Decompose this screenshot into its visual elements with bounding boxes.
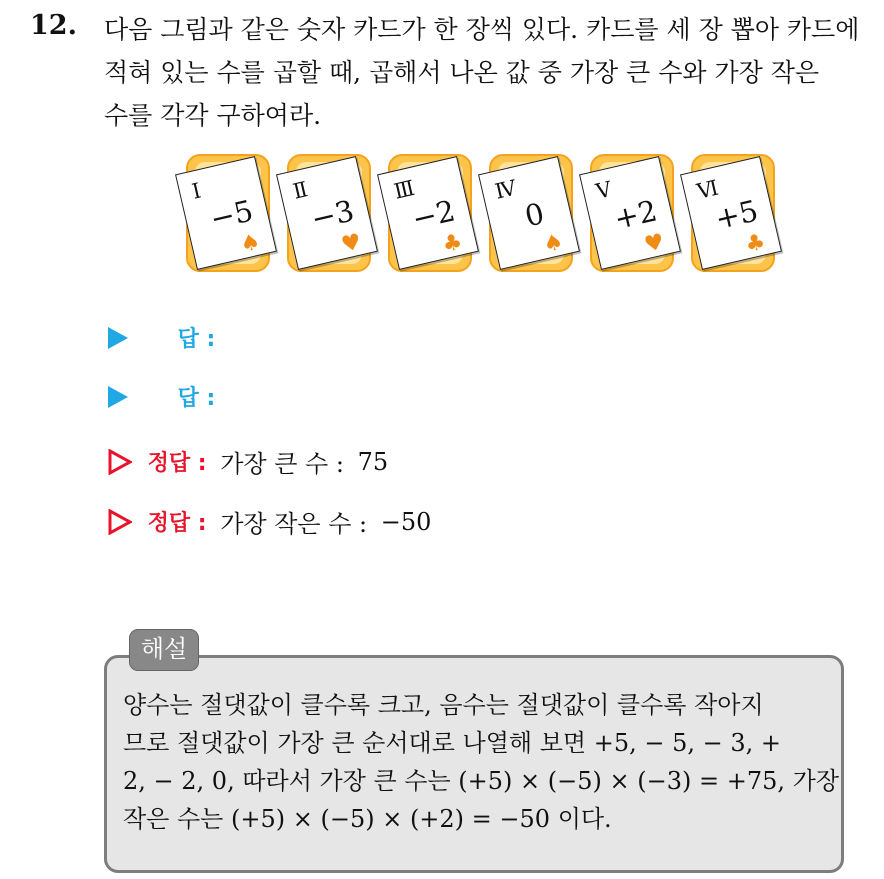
play-triangle-icon — [108, 386, 128, 408]
spade-icon: ♠ — [540, 229, 566, 259]
solution-label: 정답 : — [147, 511, 207, 536]
card-roman-numeral: Ⅰ — [189, 178, 204, 204]
outline-triangle-icon — [108, 449, 132, 475]
number-card — [691, 154, 775, 272]
number-card — [186, 154, 270, 272]
club-icon: ♣ — [439, 229, 465, 259]
explanation-tab: 해설 — [129, 629, 199, 671]
heart-icon: ♥ — [641, 229, 667, 259]
card-roman-numeral: Ⅲ — [391, 175, 417, 204]
explanation-text — [123, 686, 839, 838]
card-value: −3 — [307, 193, 358, 237]
card-value: +5 — [711, 193, 762, 237]
card-roman-numeral: Ⅵ — [694, 175, 721, 204]
explanation-line: 작은 수는 (+5) × (−5) × (+2) = −50 이다. — [123, 805, 612, 833]
question-number: 12. — [30, 10, 77, 41]
solution-label: 정답 : — [147, 451, 207, 476]
explanation-line: 양수는 절댓값이 클수록 크고, 음수는 절댓값이 클수록 작아지 — [123, 691, 764, 719]
answer-row — [108, 381, 215, 421]
outline-triangle-icon — [108, 509, 132, 535]
heart-icon: ♥ — [338, 229, 364, 259]
number-card — [590, 154, 674, 272]
card-value: 0 — [521, 196, 548, 234]
solution-row — [108, 504, 431, 544]
spade-icon: ♠ — [237, 229, 263, 259]
question-line: 수를 각각 구하여라. — [104, 101, 322, 130]
answer-row — [108, 322, 215, 362]
explanation-box — [104, 655, 844, 873]
card-roman-numeral: Ⅳ — [492, 175, 519, 204]
card-roman-numeral: Ⅴ — [593, 176, 614, 204]
solution-text: 가장 큰 수 : — [220, 450, 344, 478]
solution-value: 75 — [357, 447, 389, 476]
card-value: −5 — [206, 193, 257, 237]
solution-value: −50 — [380, 507, 432, 536]
explanation-line: 므로 절댓값이 가장 큰 순서대로 나열해 보면 +5, − 5, − 3, + — [123, 729, 781, 757]
card-roman-numeral: Ⅱ — [290, 177, 311, 204]
question-line: 다음 그림과 같은 숫자 카드가 한 장씩 있다. 카드를 세 장 뽑아 카드에 — [104, 15, 860, 44]
number-cards — [186, 154, 786, 276]
solution-row — [108, 444, 388, 484]
card-value: −2 — [408, 193, 459, 237]
solution-text: 가장 작은 수 : — [220, 510, 368, 538]
number-card — [388, 154, 472, 272]
number-card — [489, 154, 573, 272]
question-line: 적혀 있는 수를 곱할 때, 곱해서 나온 값 중 가장 큰 수와 가장 작은 — [104, 58, 820, 87]
card-value: +2 — [610, 193, 661, 237]
answer-label: 답 : — [177, 386, 216, 411]
question-text — [104, 8, 864, 137]
club-icon: ♣ — [742, 229, 768, 259]
number-card — [287, 154, 371, 272]
explanation-line: 2, − 2, 0, 따라서 가장 큰 수는 (+5) × (−5) × (−3) = +75, 가장 — [123, 767, 839, 795]
play-triangle-icon — [108, 327, 128, 349]
answer-label: 답 : — [177, 327, 216, 352]
